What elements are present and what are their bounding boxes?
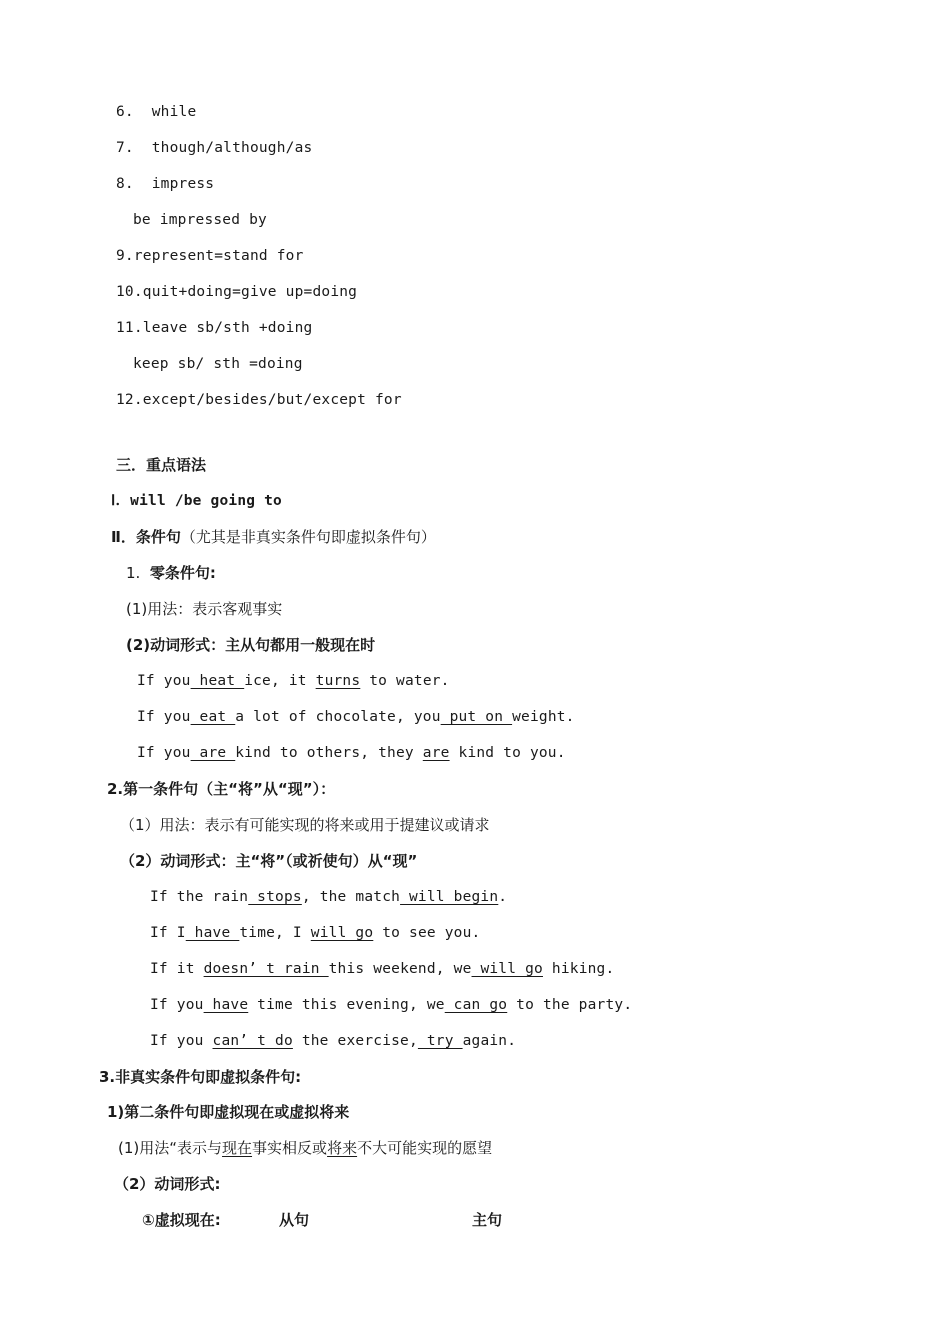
first-form: （2）动词形式：主“将”（或祈使句）从“现” [120, 852, 418, 870]
example-text: ice, it [244, 673, 316, 689]
example-text: t [239, 925, 249, 941]
example-text: to see you. [373, 925, 481, 941]
example-text: If it [150, 961, 204, 977]
list-item-6: 6. while [116, 104, 197, 120]
example-verb: stops [248, 889, 302, 905]
zero-example-3 [137, 743, 566, 763]
example-verb: have [203, 997, 249, 1013]
usage-text: 不大可能实现的愿望 [357, 1139, 493, 1157]
example-verb: are [422, 745, 450, 761]
first-example-1 [150, 887, 507, 907]
usage-text: 事实相反或 [252, 1139, 328, 1157]
first-example-3 [150, 959, 614, 979]
example-verb: turns [315, 673, 361, 689]
example-text: , the match [301, 889, 401, 905]
example-text: to the party. [507, 997, 633, 1013]
list-item-11-sub: keep sb/ sth =doing [133, 356, 303, 372]
example-text: to [360, 673, 388, 689]
usage-text: (1)用法“表示与 [118, 1139, 223, 1157]
list-item-11: 11.leave sb/sth +doing [116, 320, 313, 336]
form-label-text: （2）动词形式: [114, 1175, 221, 1193]
first-example-4 [150, 995, 632, 1015]
example-text: If I [150, 925, 186, 941]
list-item-8-sub: be impressed by [133, 212, 267, 228]
example-text: If you [137, 745, 191, 761]
first-example-2 [150, 923, 480, 943]
example-text: this weekend, we [328, 961, 472, 977]
list-item-9: 9.represent=stand for [116, 248, 304, 264]
first-example-5 [150, 1031, 516, 1051]
example-text: again. [462, 1033, 517, 1049]
example-verb: doesn’ t rain [203, 961, 329, 977]
grammar-item-2 [111, 527, 436, 547]
first-usage: （1）用法：表示有可能实现的将来或用于提建议或请求 [120, 816, 490, 834]
first-conditional-title: 2.第一条件句（主“将”从“现”）： [107, 780, 336, 798]
example-verb: will go [471, 961, 543, 977]
column-clause-label: 从句 [279, 1211, 310, 1229]
grammar-item-2-label: Ⅱ．条件句 [111, 528, 181, 546]
example-text: a lot of chocolate, you [235, 709, 441, 725]
second-conditional-title: 1)第二条件句即虚拟现在或虚拟将来 [107, 1103, 350, 1121]
example-text: water. [387, 673, 450, 689]
example-text: kind to others, they [235, 745, 423, 761]
example-text: If you [137, 673, 191, 689]
example-text: the exercise, [292, 1033, 418, 1049]
example-verb: have [185, 925, 240, 941]
example-text: If you [150, 1033, 213, 1049]
example-verb: will go [310, 925, 374, 941]
column-main-label: 主句 [472, 1211, 503, 1229]
unreal-conditional-title: 3.非真实条件句即虚拟条件句: [99, 1068, 302, 1086]
example-text: If you [150, 997, 204, 1013]
example-text: time this evening, we [248, 997, 445, 1013]
zero-conditional-title [126, 563, 216, 583]
example-text: kind to you. [449, 745, 566, 761]
second-form-label [114, 1174, 220, 1194]
second-usage [118, 1138, 492, 1158]
usage-underlined: 现在 [222, 1139, 253, 1157]
zero-usage: (1)用法：表示客观事实 [126, 600, 283, 618]
example-text: If you [137, 709, 191, 725]
zero-example-2 [137, 707, 575, 727]
example-text: hiking. [542, 961, 615, 977]
section-title: 三．重点语法 [116, 456, 207, 474]
list-item-7: 7. though/although/as [116, 140, 313, 156]
example-verb: can go [444, 997, 508, 1013]
example-verb: are [190, 745, 236, 761]
example-text: ime, I [248, 925, 311, 941]
example-verb: heat [190, 673, 245, 689]
grammar-item-1: Ⅰ．will /be going to [111, 493, 282, 509]
example-text: If the rain [150, 889, 249, 905]
example-verb: eat [190, 709, 236, 725]
list-item-8: 8. impress [116, 176, 215, 192]
example-text: . [498, 889, 508, 905]
example-verb: can’ t do [212, 1033, 293, 1049]
list-item-10: 10.quit+doing=give up=doing [116, 284, 358, 300]
list-item-12: 12.except/besides/but/except for [116, 392, 402, 408]
example-verb: put on [440, 709, 513, 725]
usage-underlined: 将来 [327, 1139, 358, 1157]
zero-title-text: 零条件句: [149, 564, 216, 582]
grammar-item-2-note: （尤其是非真实条件句即虚拟条件句） [180, 528, 436, 546]
example-verb: will begin [400, 889, 499, 905]
subjunctive-present-label: ①虚拟现在: [142, 1211, 221, 1229]
zero-form: (2)动词形式：主从句都用一般现在时 [126, 636, 376, 654]
example-verb: try [417, 1033, 463, 1049]
example-text: weight. [512, 709, 575, 725]
zero-title-number: 1. [126, 564, 150, 582]
zero-example-1 [137, 671, 450, 691]
